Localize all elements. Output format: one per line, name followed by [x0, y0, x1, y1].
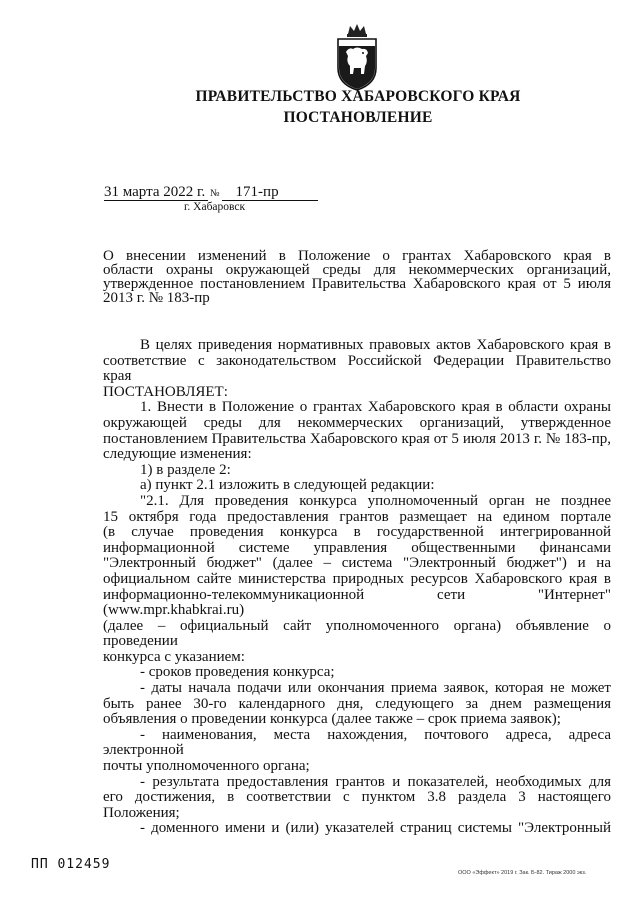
text-line: почты уполномоченного органа; — [103, 758, 310, 775]
text-line: "Электронный бюджет" (далее – система "Электронный бюджет") и на — [103, 555, 611, 572]
text-line: его достижения, в соответствии с пунктом 3.8 раздела 3 настоящего — [103, 789, 611, 806]
bullet-item — [103, 665, 611, 681]
text-line: "2.1. Для проведения конкурса уполномоченный орган не позднее — [140, 492, 611, 509]
text-line: (далее – официальный сайт уполномоченного органа) объявление о проведении — [103, 617, 611, 650]
clause-2-1 — [103, 494, 611, 666]
form-serial-number: ПП 012459 — [31, 857, 111, 872]
item-1 — [103, 400, 611, 462]
text-line: Положения; — [103, 804, 180, 821]
text-line: объявления о проведении конкурса (далее также – срок приема заявок); — [103, 711, 561, 728]
date-number-line — [104, 184, 318, 201]
text-line: - даты начала подачи или окончания приема заявок, которая не может — [140, 680, 611, 697]
bullet-item — [103, 728, 611, 775]
text-line: соответствие с законодательством Российской Федерации Правительство — [103, 352, 611, 369]
document-number: 171-пр — [222, 185, 318, 201]
sub-item-a — [103, 478, 611, 494]
bullet-item — [103, 775, 611, 822]
text-line: края — [103, 368, 132, 385]
text-line: ПОСТАНОВЛЯЕТ: — [103, 383, 228, 400]
document-subject — [103, 249, 611, 305]
document-date: 31 марта 2022 г. — [104, 185, 208, 201]
text-line: окружающей среды для некоммерческих организаций, утвержденное — [103, 414, 611, 431]
text-line: 15 октября года предоставления грантов размещает на едином портале — [103, 508, 611, 525]
text-line: - наименования, места нахождения, почтового адреса, адреса электронной — [103, 726, 611, 759]
text-line: 1) в разделе 2: — [140, 461, 231, 478]
coat-of-arms-icon — [334, 22, 380, 92]
text-line: информационной системе управления общественными финансами — [103, 539, 611, 556]
bullet-item — [103, 821, 611, 837]
text-line: 1. Внести в Положение о грантах Хабаровского края в области охраны — [140, 399, 611, 416]
text-line: В целях приведения нормативных правовых актов Хабаровского края в — [140, 337, 611, 353]
subject-line: 2013 г. № 183-пр — [103, 290, 210, 306]
subject-line: области охраны окружающей среды для некоммерческих организаций, — [103, 262, 611, 278]
text-line: следующие изменения: — [103, 446, 252, 463]
number-label: № — [210, 188, 220, 199]
text-line: постановлением Правительства Хабаровского края от 5 июля 2013 г. № 183-пр, — [103, 430, 611, 447]
text-line: быть ранее 30-го календарного дня, следующего за днем размещения — [103, 695, 611, 712]
government-title: ПРАВИТЕЛЬСТВО ХАБАРОВСКОГО КРАЯ — [195, 88, 521, 105]
text-line: - доменного имени и (или) указателей страниц системы "Электронный — [140, 820, 611, 837]
text-line: (в случае проведения конкурса в государственной интегрированной — [103, 524, 611, 541]
printer-imprint: ООО «Эффект» 2019 г. Зак. Б-82. Тираж 2000 экз. — [458, 870, 587, 876]
text-line: официальном сайте министерства природных ресурсов Хабаровского края в — [103, 570, 611, 587]
subject-line: О внесении изменений в Положение о грантах Хабаровского края в — [103, 248, 611, 264]
sub-item-1 — [103, 463, 611, 479]
bullet-item — [103, 681, 611, 728]
document-body — [103, 338, 611, 837]
document-type: ПОСТАНОВЛЕНИЕ — [283, 109, 433, 126]
text-line: - сроков проведения конкурса; — [140, 664, 335, 681]
resolves-heading — [103, 385, 611, 401]
preamble — [103, 338, 611, 385]
text-line: информационно-телекоммуникационной сети "Интернет" (www.mpr.khabkrai.ru) — [103, 586, 611, 619]
text-line: а) пункт 2.1 изложить в следующей редакции: — [140, 477, 435, 494]
city: г. Хабаровск — [184, 201, 246, 213]
text-line: - результата предоставления грантов и показателей, необходимых для — [140, 773, 611, 790]
text-line: конкурса с указанием: — [103, 648, 245, 665]
subject-line: утвержденное постановлением Правительства Хабаровского края от 5 июля — [103, 276, 611, 292]
